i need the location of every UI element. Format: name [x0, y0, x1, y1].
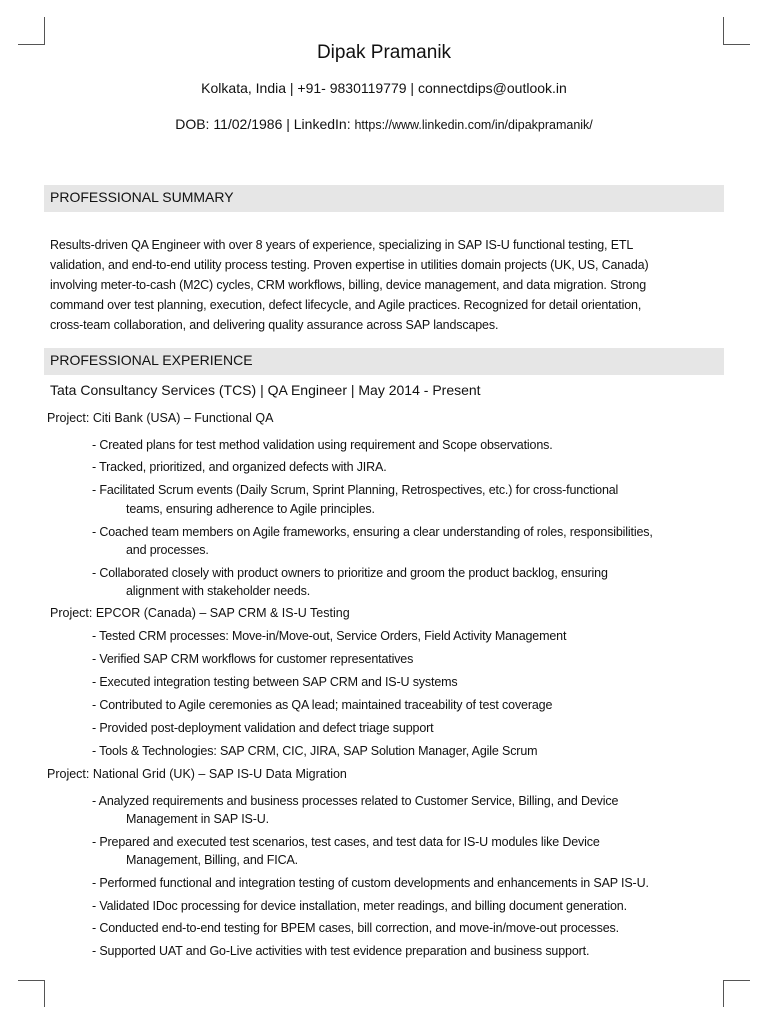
bullet-continuation: alignment with stakeholder needs. [126, 584, 311, 598]
bullet-continuation: Management, Billing, and FICA. [126, 853, 298, 867]
summary-line: validation, and end-to-end utility process testing. Proven expertise in utilities domain projects (UK, US, Canada) [50, 258, 649, 272]
crop-mark [18, 980, 45, 981]
bullet-item: - Conducted end-to-end testing for BPEM cases, bill correction, and move-in/move-out processes. [92, 921, 619, 935]
crop-mark [44, 17, 45, 44]
summary-line: involving meter-to-cash (M2C) cycles, CRM workflows, billing, device management, and data migration. Strong [50, 278, 646, 292]
bullet-item: - Created plans for test method validation using requirement and Scope observations. [92, 438, 553, 452]
bullet-item: - Tools & Technologies: SAP CRM, CIC, JIRA, SAP Solution Manager, Agile Scrum [92, 744, 538, 758]
linkedin-link[interactable]: https://www.linkedin.com/in/dipakpramanik/ [354, 118, 593, 132]
bullet-item: - Performed functional and integration testing of custom developments and enhancements in SAP IS-U. [92, 876, 649, 890]
section-title: PROFESSIONAL SUMMARY [50, 189, 234, 205]
contact-line: Kolkata, India | +91- 9830119779 | connectdips@outlook.in [201, 80, 567, 96]
crop-mark [44, 980, 45, 1007]
candidate-name: Dipak Pramanik [316, 42, 452, 63]
bullet-item: - Supported UAT and Go-Live activities with test evidence preparation and business support. [92, 944, 590, 958]
bullet-item: - Collaborated closely with product owners to prioritize and groom the product backlog, ensuring [92, 566, 608, 580]
summary-line: Results-driven QA Engineer with over 8 years of experience, specializing in SAP IS-U functional testing, ETL [50, 238, 634, 252]
bullet-item: - Verified SAP CRM workflows for customer representatives [92, 652, 414, 666]
bullet-item: - Validated IDoc processing for device installation, meter readings, and billing document generation. [92, 899, 627, 913]
bullet-continuation: teams, ensuring adherence to Agile principles. [126, 502, 375, 516]
bullet-item: - Executed integration testing between SAP CRM and IS-U systems [92, 675, 458, 689]
bullet-item: - Prepared and executed test scenarios, test cases, and test data for IS-U modules like Device [92, 835, 600, 849]
company-line: Tata Consultancy Services (TCS) | QA Engineer | May 2014 - Present [50, 382, 481, 398]
dob-linkedin-line [0, 116, 768, 132]
bullet-item: - Contributed to Agile ceremonies as QA lead; maintained traceability of test coverage [92, 698, 553, 712]
project-title: Project: EPCOR (Canada) – SAP CRM & IS-U Testing [50, 606, 350, 620]
bullet-item: - Facilitated Scrum events (Daily Scrum, Sprint Planning, Retrospectives, etc.) for cross-functional [92, 483, 619, 497]
crop-mark [723, 17, 724, 44]
summary-paragraph [50, 235, 720, 335]
bullet-item: - Coached team members on Agile frameworks, ensuring a clear understanding of roles, responsibilities, [92, 525, 653, 539]
section-title: PROFESSIONAL EXPERIENCE [50, 352, 253, 368]
summary-line: command over test planning, execution, defect lifecycle, and Agile practices. Recognized for detail orientation, [50, 298, 642, 312]
bullet-item: - Analyzed requirements and business processes related to Customer Service, Billing, and Device [92, 794, 619, 808]
bullet-continuation: Management in SAP IS-U. [126, 812, 269, 826]
summary-line: cross-team collaboration, and delivering quality assurance across SAP landscapes. [50, 318, 499, 332]
project-title: Project: Citi Bank (USA) – Functional QA [47, 411, 274, 425]
bullet-continuation: and processes. [126, 543, 209, 557]
dob-text: DOB: 11/02/1986 | LinkedIn: [175, 116, 351, 132]
crop-mark [723, 980, 750, 981]
bullet-item: - Tested CRM processes: Move-in/Move-out, Service Orders, Field Activity Management [92, 629, 567, 643]
project-title: Project: National Grid (UK) – SAP IS-U Data Migration [47, 767, 347, 781]
section-heading-summary [44, 185, 724, 212]
crop-mark [723, 980, 724, 1007]
section-heading-experience [44, 348, 724, 375]
bullet-item: - Tracked, prioritized, and organized defects with JIRA. [92, 460, 387, 474]
bullet-item: - Provided post-deployment validation and defect triage support [92, 721, 434, 735]
